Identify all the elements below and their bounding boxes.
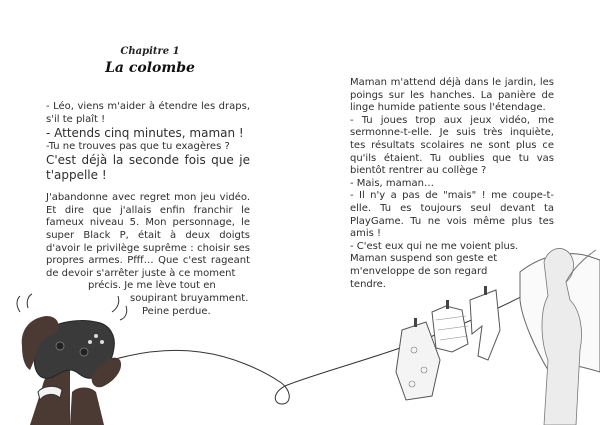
vibration-mark-1	[17, 296, 20, 312]
button-x	[88, 340, 92, 344]
dialogue-2: - Attends cinq minutes, maman !	[46, 126, 244, 141]
clothespin-3	[484, 286, 487, 295]
hanging-pants	[470, 290, 500, 360]
right-paragraph-7: m'enveloppe de son regard	[350, 265, 488, 277]
right-arm	[70, 388, 104, 425]
clothespin-2	[414, 318, 417, 327]
dialogue-3: -Tu ne trouves pas que tu exagères ?	[46, 140, 230, 152]
right-paragraph-1: Maman m'attend déjà dans le jardin, les poings sur les hanches. La panière de linge humide patiente sous l'étendage.	[350, 77, 554, 114]
dialogue-1: - Léo, viens m'aider à étendre les draps, s'il te plaît !	[46, 101, 250, 125]
joystick-left	[56, 342, 64, 350]
narration-main: J'abandonne avec regret mon jeu vidéo. Et dire que j'allais enfin franchir le fameux niveau 5. Mon personnage, le super Black P, était à deux doigts d'avoir le privilège suprême : choisir ses propres armes. Pfff… Que c'est rageant de devoir s'arrêter juste à ce moment	[46, 192, 250, 279]
dialogue-4: C'est déjà la seconde fois que je t'appelle !	[46, 153, 250, 182]
hands-controller-illustration	[17, 294, 127, 425]
chapter-title: La colombe	[105, 60, 195, 76]
narration-line-1: précis. Je me lève tout en	[88, 280, 216, 292]
right-paragraph-2: - Tu joues trop aux jeux vidéo, me sermonne-t-elle. Je suis très inquiète, tes résultats scolaires ne sont plus ce qu'ils étaient. Tu oublies que tu vas bientôt rentrer au collège ?	[350, 114, 554, 177]
chapter-label: Chapitre 1	[120, 46, 180, 57]
right-paragraph-4: - Il n'y a pas de "mais" ! me coupe-t-elle. Tu es toujours seul devant ta PlayGame. Tu ne vois même plus tes amis !	[350, 190, 554, 240]
joystick-right	[80, 348, 88, 356]
narration-line-3: Peine perdue.	[142, 305, 211, 317]
narration-line-2: soupirant bruyamment.	[130, 293, 249, 305]
left-arm	[30, 370, 70, 425]
vibration-mark-2	[27, 294, 32, 308]
patterned-skirt	[396, 322, 440, 400]
clothespin-1	[446, 300, 449, 309]
right-paragraph-3: - Mais, maman…	[350, 177, 434, 189]
right-paragraph-8: tendre.	[350, 278, 386, 290]
button-b	[100, 340, 104, 344]
laundry-illustration	[396, 248, 600, 425]
right-paragraph-5: - C'est eux qui ne me voient plus.	[350, 240, 519, 252]
hanging-shirt	[432, 306, 468, 352]
vibration-mark-3	[112, 296, 119, 312]
button-a	[94, 334, 98, 338]
right-paragraph-6: Maman suspend son geste et	[350, 253, 498, 265]
vibration-mark-4	[120, 306, 127, 320]
